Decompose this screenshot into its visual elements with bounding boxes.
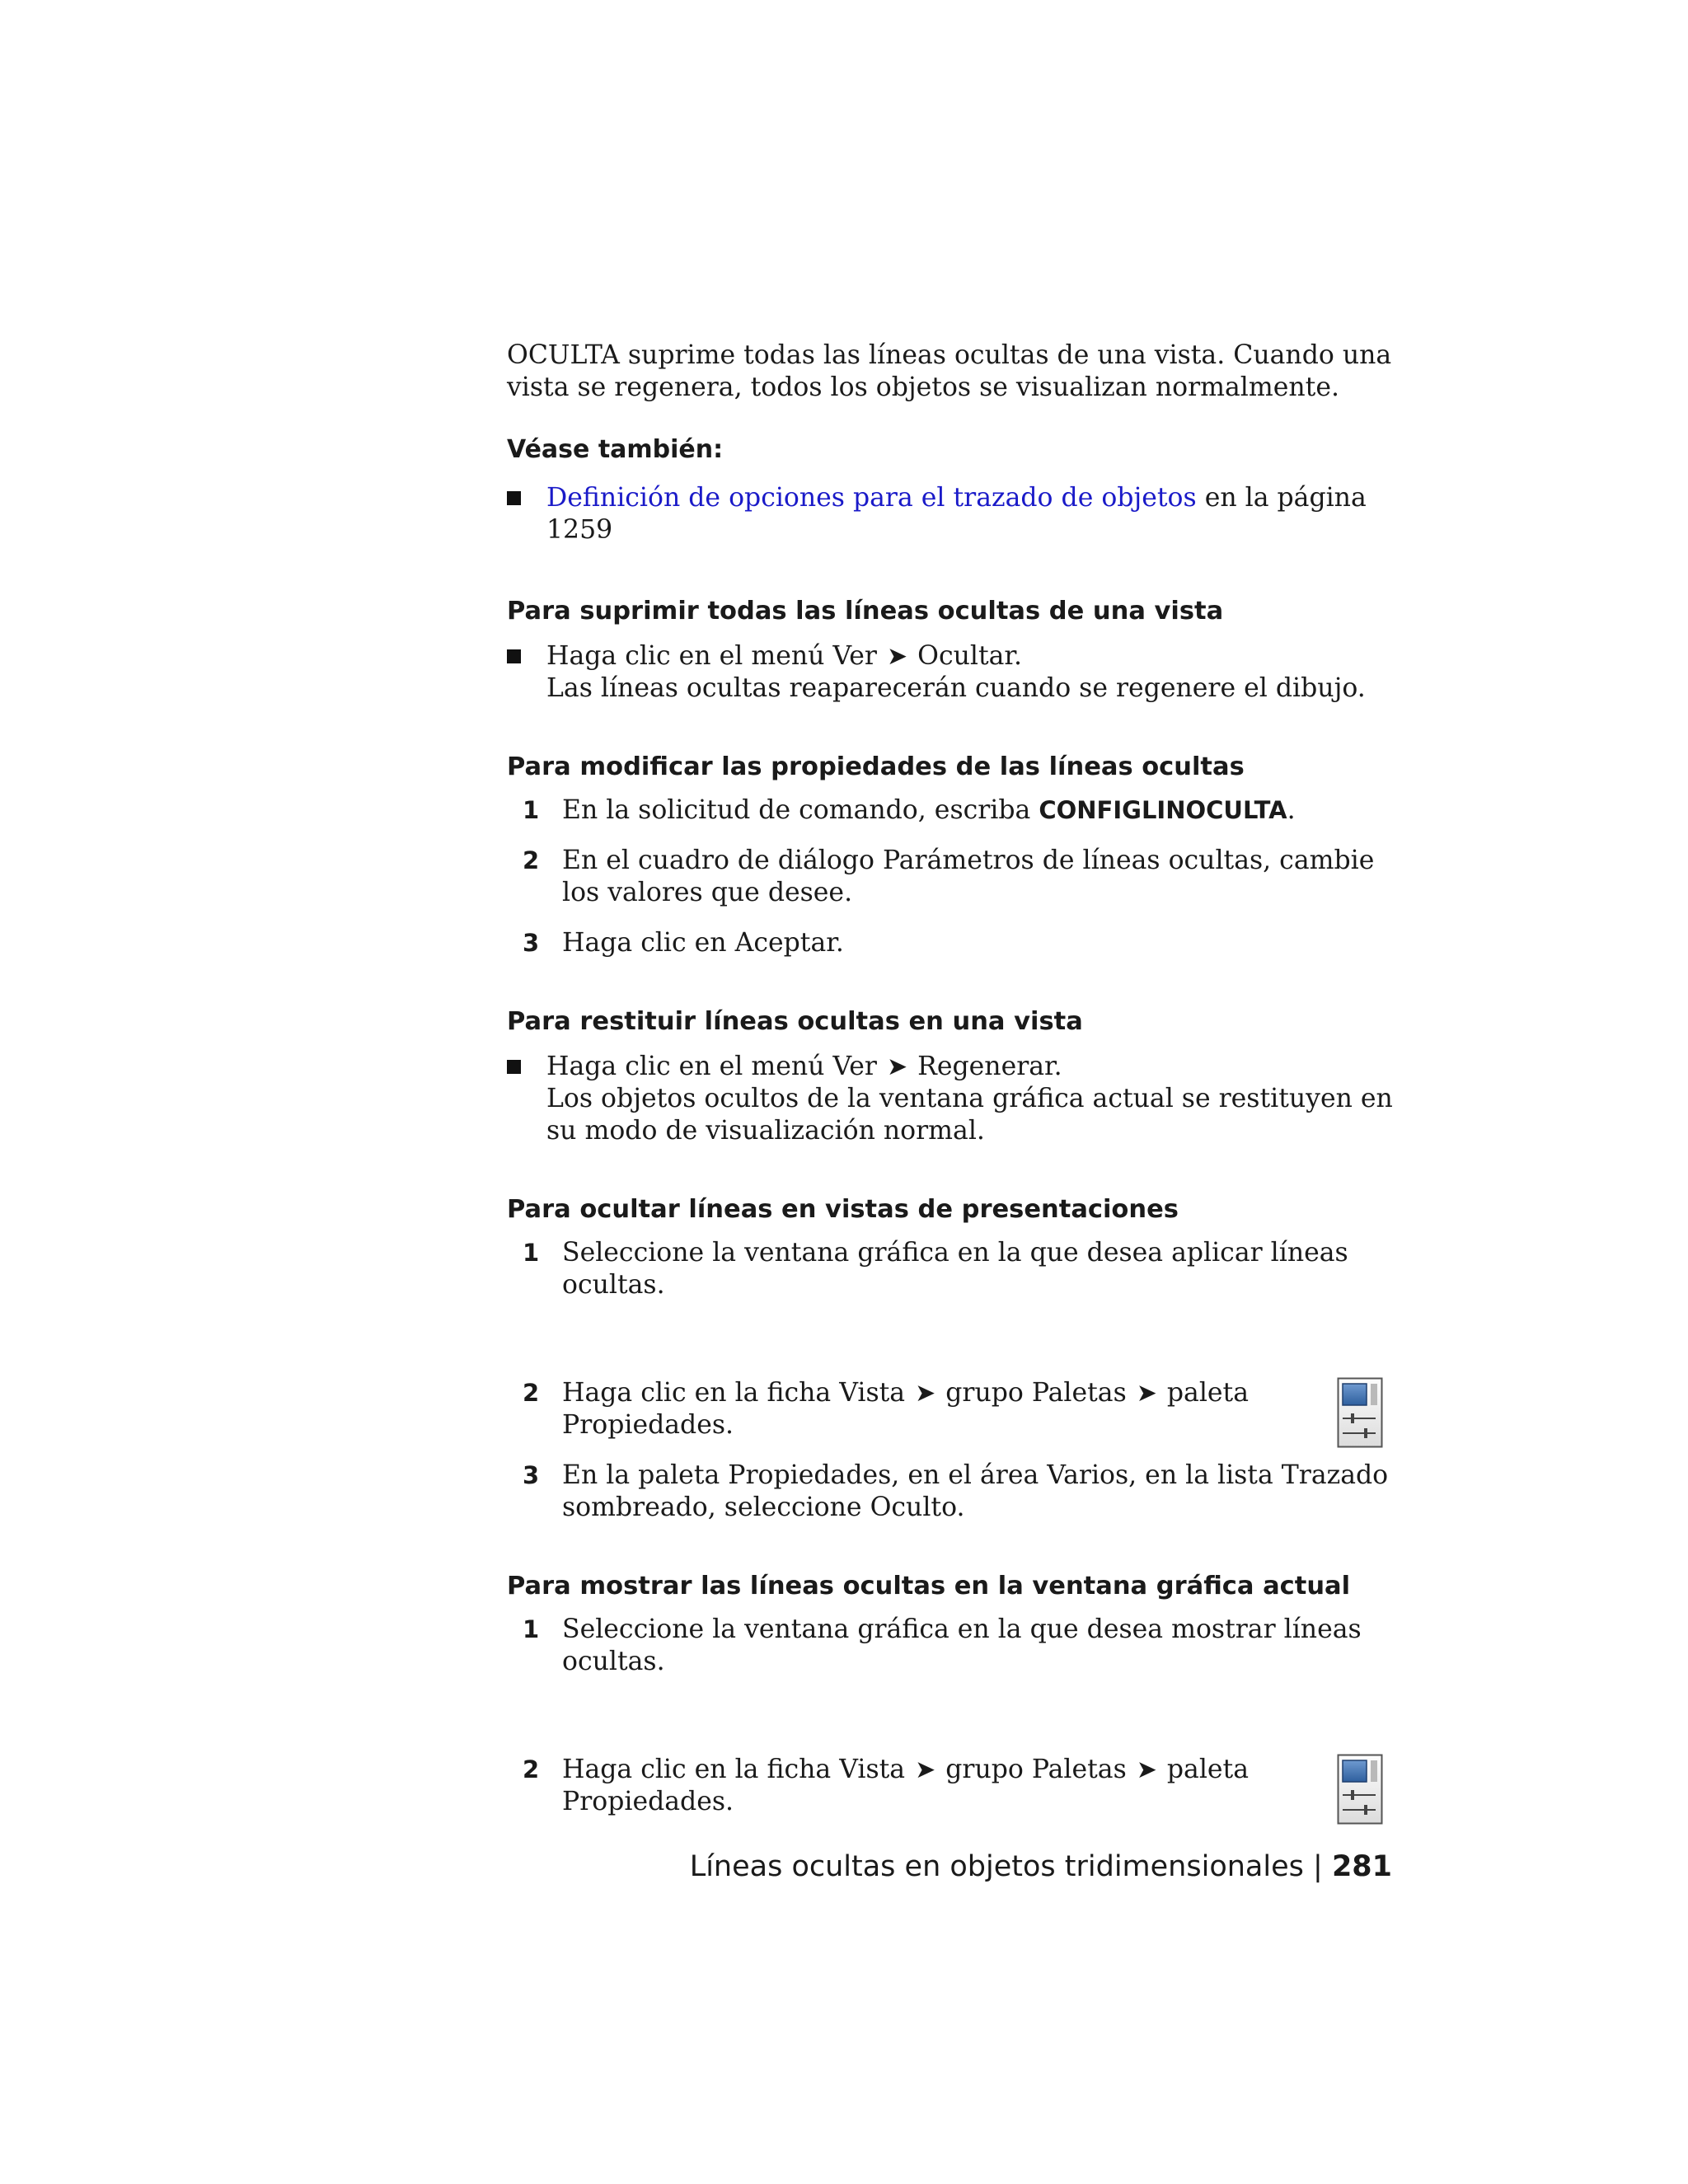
layouts-step-3: [507, 1460, 1395, 1524]
restore-menu-target: Regenerar.: [917, 1052, 1062, 1081]
heading-suppress: Para suprimir todas las líneas ocultas de una vista: [507, 597, 1224, 626]
restore-result-text: Los objetos ocultos de la ventana gráfica actual se restituyen en su modo de visualización normal.: [546, 1084, 1393, 1146]
step-number: 1: [523, 796, 540, 824]
show-step-2: [507, 1754, 1395, 1818]
heading-restore: Para restituir líneas ocultas en una vista: [507, 1007, 1083, 1036]
step-text: En la paleta Propiedades, en el área Varios, en la lista Trazado sombreado, seleccione Oculto.: [562, 1460, 1389, 1522]
footer-separator: |: [1313, 1850, 1323, 1883]
square-bullet-icon: [507, 649, 521, 663]
suppress-menu-target: Ocultar.: [917, 641, 1023, 671]
step-number: 1: [523, 1239, 540, 1267]
step-text: En el cuadro de diálogo Parámetros de líneas ocultas, cambie los valores que desee.: [562, 846, 1375, 907]
step-text: paleta Propiedades.: [562, 1378, 1249, 1440]
suppress-item: [507, 640, 1395, 705]
step-text: Seleccione la ventana gráfica en la que desea aplicar líneas ocultas.: [562, 1238, 1348, 1300]
step-text: En la solicitud de comando, escriba: [562, 795, 1031, 825]
arrow-right-icon: ➤: [1136, 1755, 1157, 1784]
arrow-right-icon: ➤: [915, 1379, 936, 1408]
modify-step-1: [507, 794, 1395, 827]
command-name: CONFIGLINOCULTA: [1039, 796, 1287, 824]
arrow-right-icon: ➤: [1136, 1379, 1157, 1408]
arrow-right-icon: ➤: [886, 642, 908, 671]
step-text: Seleccione la ventana gráfica en la que desea mostrar líneas ocultas.: [562, 1615, 1362, 1676]
properties-palette-icon[interactable]: [1337, 1754, 1383, 1825]
see-also-item: [507, 482, 1395, 546]
show-step-1: [507, 1614, 1395, 1678]
heading-modify: Para modificar las propiedades de las líneas ocultas: [507, 752, 1245, 781]
modify-step-2: [507, 845, 1395, 909]
see-also-label: Véase también:: [507, 435, 724, 464]
step-number: 2: [523, 1755, 540, 1783]
step-text: Haga clic en Aceptar.: [562, 928, 844, 958]
suppress-menu-text: Haga clic en el menú Ver: [546, 641, 877, 671]
step-number: 2: [523, 1379, 540, 1407]
heading-show: Para mostrar las líneas ocultas en la ventana gráfica actual: [507, 1572, 1351, 1601]
step-number: 3: [523, 929, 540, 957]
arrow-right-icon: ➤: [886, 1052, 908, 1081]
see-also-page-ref: en la página 1259: [546, 483, 1367, 545]
step-text-end: .: [1287, 795, 1296, 825]
step-text: Haga clic en la ficha Vista: [562, 1378, 906, 1408]
step-text: grupo Paletas: [945, 1755, 1127, 1784]
step-number: 3: [523, 1461, 540, 1489]
page-footer: [690, 1848, 1392, 1886]
restore-menu-text: Haga clic en el menú Ver: [546, 1052, 877, 1081]
document-page: [507, 340, 1395, 1818]
page-number: 281: [1331, 1850, 1392, 1883]
see-also-link[interactable]: Definición de opciones para el trazado de objetos: [546, 483, 1197, 513]
suppress-result-text: Las líneas ocultas reaparecerán cuando se regenere el dibujo.: [546, 673, 1366, 703]
heading-layouts: Para ocultar líneas en vistas de presentaciones: [507, 1195, 1179, 1224]
square-bullet-icon: [507, 491, 521, 505]
arrow-right-icon: ➤: [915, 1755, 936, 1784]
square-bullet-icon: [507, 1060, 521, 1074]
step-text: Haga clic en la ficha Vista: [562, 1755, 906, 1784]
step-number: 2: [523, 846, 540, 874]
step-number: 1: [523, 1615, 540, 1643]
restore-item: [507, 1051, 1395, 1147]
layouts-step-1: [507, 1237, 1395, 1301]
step-text: grupo Paletas: [945, 1378, 1127, 1408]
properties-palette-icon[interactable]: [1337, 1377, 1383, 1448]
modify-step-3: [507, 927, 1395, 959]
footer-title: Líneas ocultas en objetos tridimensionales: [689, 1850, 1304, 1883]
intro-paragraph: OCULTA suprime todas las líneas ocultas de una vista. Cuando una vista se regenera, todos los objetos se visualizan normalmente.: [507, 340, 1392, 402]
step-text: paleta Propiedades.: [562, 1755, 1249, 1816]
layouts-step-2: [507, 1377, 1395, 1441]
